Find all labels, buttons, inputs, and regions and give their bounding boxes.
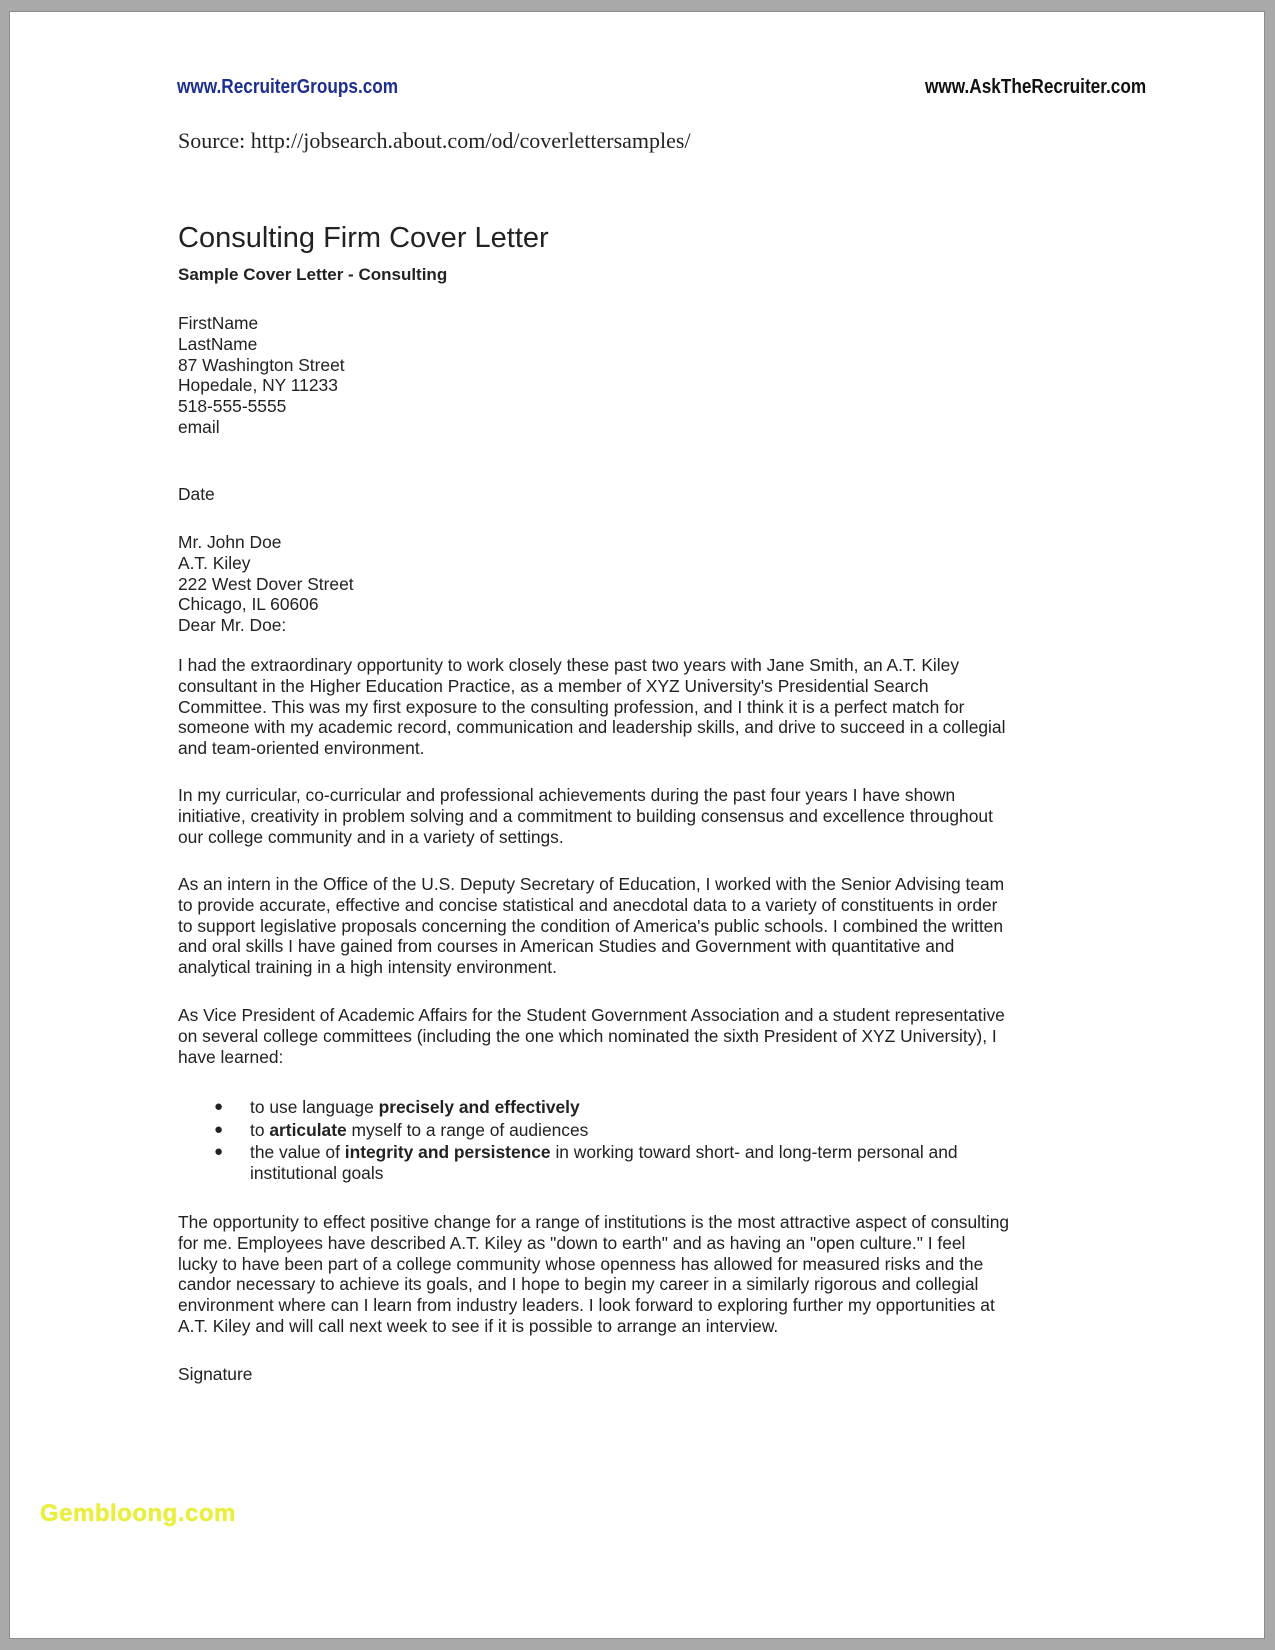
paragraph-line: I had the extraordinary opportunity to work closely these past two years with Jane Smith, an A.T. Kiley: [178, 655, 960, 675]
body-paragraph-1: [178, 655, 1078, 759]
sender-first-name: FirstName: [178, 313, 259, 333]
closing-paragraph: [178, 1212, 1078, 1337]
paragraph-line: consultant in the Higher Education Practice, as a member of XYZ University's Presidential Search: [178, 675, 929, 696]
body-paragraph-2: [178, 785, 1078, 847]
paragraph-line: on several college committees (including the one which nominated the sixth President of XYZ University), I: [178, 1025, 997, 1046]
paragraph-line: analytical training in a high intensity environment.: [178, 957, 557, 978]
paragraph-line: lucky to have been part of a college community whose openness has allowed for measured risks and the: [178, 1253, 984, 1274]
paragraph-line: A.T. Kiley and will call next week to see if it is possible to arrange an interview.: [178, 1315, 779, 1336]
sender-phone: 518-555-5555: [178, 396, 287, 417]
paragraph-line: someone with my academic record, communication and leadership skills, and drive to succeed in a collegial: [178, 717, 1006, 738]
paragraph-line: environment where can I learn from industry leaders. I look forward to exploring further my opportunities at: [178, 1295, 995, 1316]
date-line: [178, 484, 215, 505]
list-item-continuation: [178, 1162, 958, 1185]
recipient-address: [178, 532, 354, 636]
bullet-text: to: [250, 1119, 270, 1140]
paragraph-line: and team-oriented environment.: [178, 738, 425, 759]
paragraph-line: Committee. This was my first exposure to the consulting profession, and I think it is a perfect match for: [178, 696, 965, 717]
asktherecruiter-link[interactable]: www.AskTheRecruiter.com: [925, 76, 1147, 98]
list-item: [178, 1141, 958, 1164]
paragraph-line: initiative, creativity in problem solving and a commitment to building consensus and excellence throughout: [178, 805, 993, 826]
signature-label: Signature: [178, 1364, 253, 1384]
paragraph-line: to provide accurate, effective and concise statistical and anecdotal data to a variety of constituents in order: [178, 894, 998, 915]
document-title: Consulting Firm Cover Letter: [178, 222, 549, 254]
paragraph-line: have learned:: [178, 1046, 284, 1067]
learned-bullet-list: [178, 1096, 958, 1184]
recruitergroups-link[interactable]: www.RecruiterGroups.com: [177, 76, 399, 98]
bullet-emphasis: articulate: [269, 1119, 347, 1140]
recipient-city: Chicago, IL 60606: [178, 594, 319, 615]
document-subtitle: Sample Cover Letter - Consulting: [178, 265, 448, 284]
paragraph-line: In my curricular, co-curricular and professional achievements during the past four years I have shown: [178, 785, 956, 805]
paragraph-line: The opportunity to effect positive change for a range of institutions is the most attractive aspect of consulting: [178, 1212, 1010, 1232]
bullet-icon: ●: [214, 1120, 224, 1138]
paragraph-line: As an intern in the Office of the U.S. Deputy Secretary of Education, I worked with the Senior Advising team: [178, 874, 1005, 894]
paragraph-line: for me. Employees have described A.T. Kiley as "down to earth" and as having an "open culture." I feel: [178, 1232, 966, 1253]
sender-email: email: [178, 416, 220, 437]
recipient-name: Mr. John Doe: [178, 532, 282, 552]
sender-city: Hopedale, NY 11233: [178, 375, 338, 396]
bullet-text: in working toward short- and long-term personal and: [550, 1142, 958, 1162]
paragraph-line: our college community and in a variety of settings.: [178, 826, 564, 847]
paragraph-line: As Vice President of Academic Affairs for the Student Government Association and a student representative: [178, 1005, 1005, 1025]
signature-line: [178, 1364, 252, 1385]
bullet-text: the value of: [250, 1142, 345, 1162]
body-paragraph-3: [178, 874, 1078, 978]
date-label: Date: [178, 484, 215, 504]
paragraph-line: to support legislative proposals concerning the condition of America's public schools. I combined the written: [178, 915, 1003, 936]
site-watermark: Gembloong.com: [40, 1500, 236, 1527]
recipient-company: A.T. Kiley: [178, 552, 251, 573]
paragraph-line: and oral skills I have gained from courses in American Studies and Government with quantitative and: [178, 936, 955, 957]
source-line: Source: http://jobsearch.about.com/od/coverlettersamples/: [178, 128, 691, 153]
list-item: [178, 1096, 958, 1119]
bullet-emphasis: integrity and persistence: [344, 1142, 551, 1162]
sender-last-name: LastName: [178, 333, 258, 354]
list-item: [178, 1119, 958, 1142]
recipient-street: 222 West Dover Street: [178, 573, 354, 594]
sender-street: 87 Washington Street: [178, 354, 345, 375]
bullet-emphasis: precisely and effectively: [378, 1097, 580, 1117]
bullet-icon: ●: [214, 1143, 224, 1160]
bullet-text: myself to a range of audiences: [346, 1119, 589, 1140]
bullet-text: institutional goals: [250, 1162, 384, 1183]
bullet-icon: ●: [214, 1098, 224, 1115]
salutation: Dear Mr. Doe:: [178, 615, 287, 636]
body-paragraph-4: [178, 1005, 1078, 1067]
sender-address: [178, 313, 345, 438]
bullet-text: to use language: [250, 1097, 379, 1117]
paragraph-line: candor necessary to achieve its goals, and I hope to begin my career in a similarly rigorous and collegial: [178, 1274, 979, 1295]
